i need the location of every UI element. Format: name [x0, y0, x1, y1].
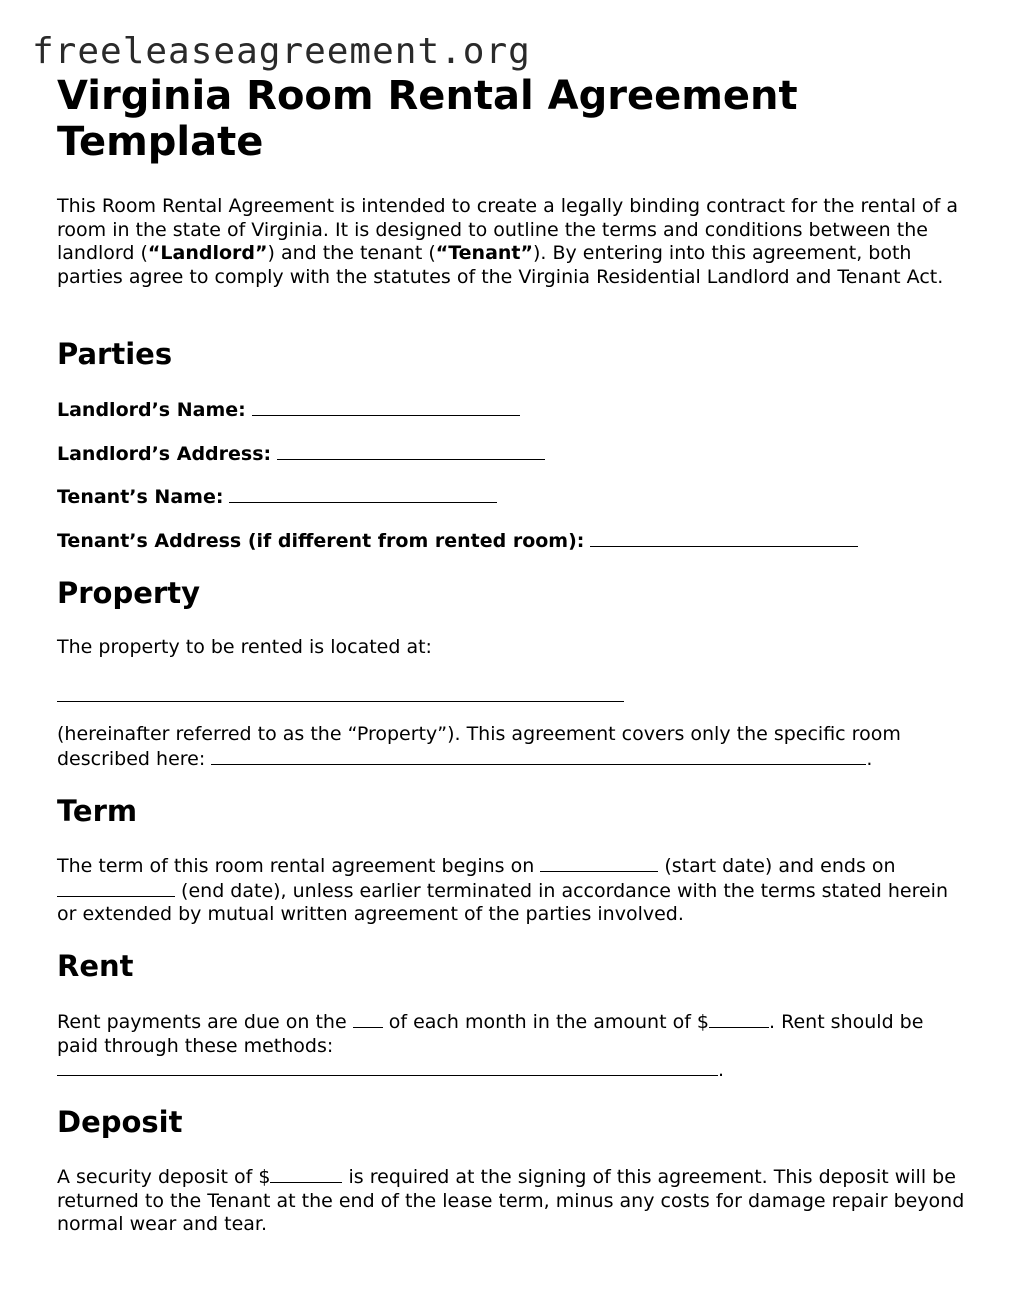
parties-heading: Parties [57, 337, 173, 371]
document-title: Virginia Room Rental Agreement Template [57, 73, 798, 165]
rent-text-3: . Rent should be paid through these methods: [57, 1011, 924, 1057]
property-address-blank[interactable] [57, 701, 624, 702]
term-text-3: (end date), unless earlier terminated in accordance with the terms stated herein or extended by mutual written agreement of the parties involved. [57, 879, 949, 926]
term-paragraph [57, 854, 967, 927]
intro-text-3: ). By entering into this agreement, both parties agree to comply with the statutes of the Virginia Residential Landlord and Tenant Act. [57, 242, 944, 288]
property-location-text: The property to be rented is located at: [57, 636, 432, 658]
term-text-1: The term of this room rental agreement begins on [57, 855, 535, 877]
term-text-2: (start date) and ends on [664, 855, 896, 877]
landlord-name-blank[interactable] [252, 397, 520, 416]
intro-text-2: ) and the tenant ( [267, 242, 436, 265]
landlord-name-field [57, 397, 520, 422]
landlord-address-blank[interactable] [277, 441, 545, 460]
deposit-paragraph [57, 1165, 967, 1237]
term-heading: Term [57, 794, 138, 828]
landlord-address-label: Landlord’s Address: [57, 443, 272, 465]
payment-methods-blank[interactable] [57, 1058, 718, 1076]
room-description-blank[interactable] [211, 747, 866, 765]
end-date-blank[interactable] [57, 879, 175, 897]
deposit-heading: Deposit [57, 1105, 183, 1139]
start-date-blank[interactable] [540, 854, 658, 872]
room-description-period: . [866, 747, 873, 770]
deposit-text-1: A security deposit of $ [57, 1166, 271, 1188]
landlord-address-field [57, 441, 545, 466]
property-heading: Property [57, 576, 200, 610]
rent-heading: Rent [57, 949, 134, 983]
rent-amount-blank[interactable] [709, 1010, 769, 1028]
rent-text-1: Rent payments are due on the [57, 1011, 347, 1033]
payment-methods-period: . [718, 1059, 725, 1082]
deposit-text-2: is required at the signing of this agreement. This deposit will be returned to the Tenant at the end of the lease term, minus any costs for damage repair beyond normal wear and tear. [57, 1166, 965, 1236]
intro-paragraph [57, 195, 967, 289]
tenant-address-label: Tenant’s Address (if different from rented room): [57, 530, 585, 552]
tenant-name-label: Tenant’s Name: [57, 486, 224, 508]
rent-due-day-blank[interactable] [353, 1010, 383, 1028]
tenant-address-blank[interactable] [590, 528, 858, 547]
intro-text-1: This Room Rental Agreement is intended to create a legally binding contract for the rental of a room in the state of Virginia. It is designed to outline the terms and conditions between the landlord ( [57, 195, 959, 265]
property-room-paragraph [57, 723, 967, 771]
landlord-defined-term: “Landlord” [147, 242, 268, 265]
rent-paragraph [57, 1010, 967, 1083]
landlord-name-label: Landlord’s Name: [57, 399, 246, 421]
rent-text-2: of each month in the amount of $ [388, 1011, 710, 1033]
tenant-address-field [57, 528, 858, 553]
tenant-name-field [57, 484, 497, 509]
property-covers-text: (hereinafter referred to as the “Property”). This agreement covers only the specific room described here: [57, 723, 901, 770]
site-watermark: freeleaseagreement.org [32, 31, 531, 72]
tenant-name-blank[interactable] [229, 484, 497, 503]
deposit-amount-blank[interactable] [270, 1165, 342, 1183]
tenant-defined-term: “Tenant” [435, 242, 533, 265]
